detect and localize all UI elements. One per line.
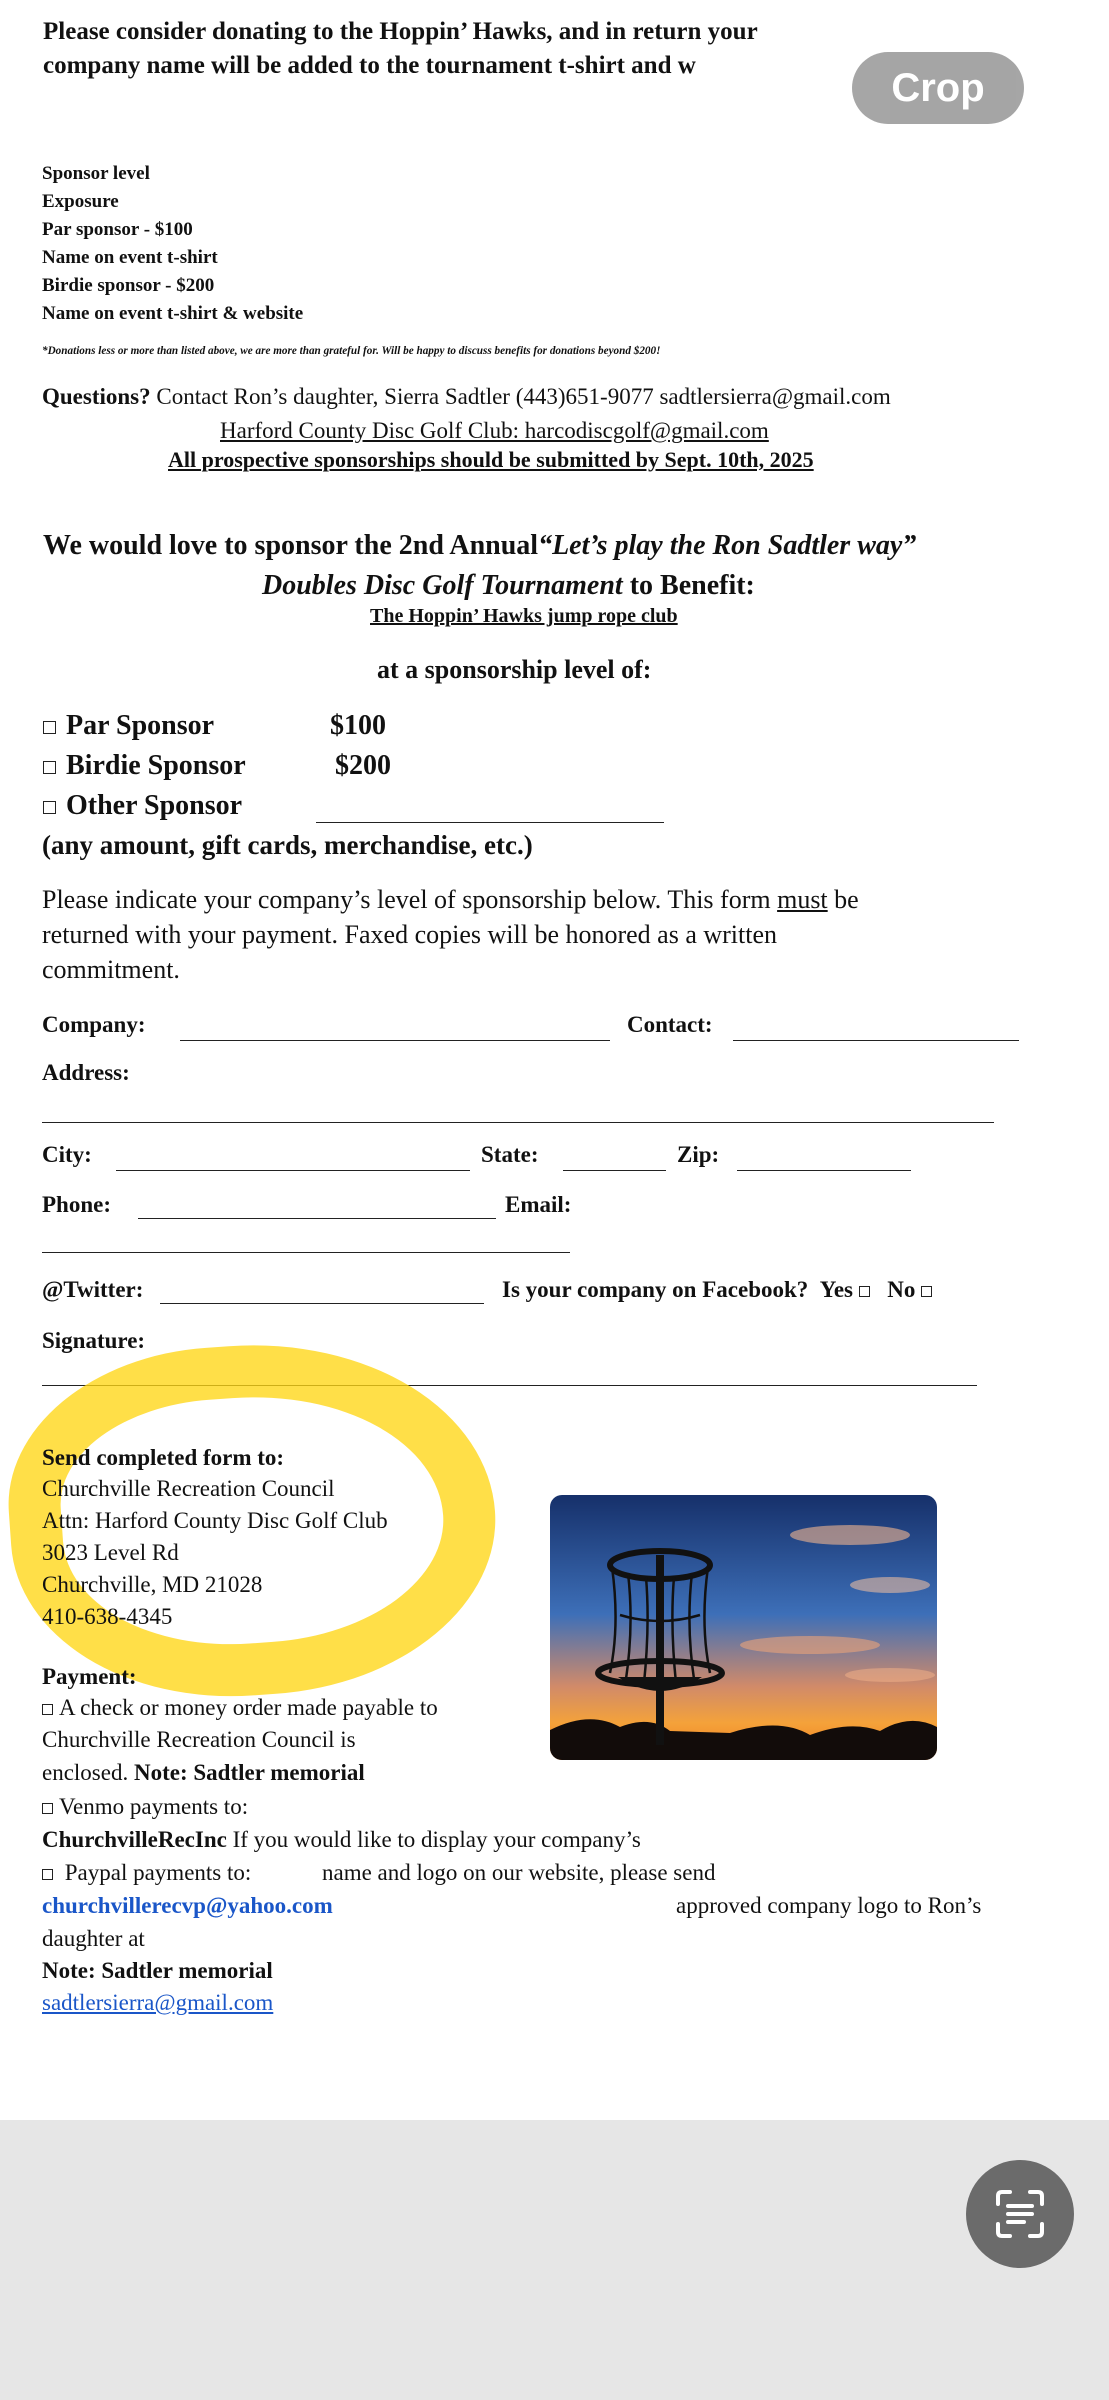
contact-field[interactable]: [733, 1040, 1019, 1041]
send-to-line-4: Churchville, MD 21028: [42, 1572, 263, 1597]
send-to-line-2: Attn: Harford County Disc Golf Club: [42, 1508, 388, 1533]
signature-label: Signature:: [42, 1328, 146, 1353]
intro-line-2: company name will be added to the tournament t-shirt and w: [43, 52, 696, 79]
level-intro: at a sponsorship level of:: [377, 655, 652, 684]
exposure-header: Exposure: [42, 191, 119, 212]
text-scan-icon: [990, 2184, 1050, 2244]
payment-check-line-3: [42, 1760, 365, 1786]
send-to-line-5: 410-638-4345: [42, 1604, 173, 1629]
venmo-line: [42, 1794, 248, 1820]
par-checkbox[interactable]: [43, 721, 56, 734]
yes-checkbox[interactable]: [859, 1286, 870, 1297]
venmo-checkbox[interactable]: [42, 1803, 53, 1814]
instructions-line-3: commitment.: [42, 955, 180, 984]
birdie-checkbox[interactable]: [43, 761, 56, 774]
intro-line-1: Please consider donating to the Hoppin’ Hawks, and in return your: [43, 18, 758, 45]
no-checkbox[interactable]: [921, 1286, 932, 1297]
zip-field[interactable]: [737, 1170, 911, 1171]
sponsor-level-header: Sponsor level: [42, 163, 150, 184]
par-exposure: Name on event t-shirt: [42, 247, 218, 268]
option-par-amount: $100: [330, 710, 386, 741]
disc-golf-photo: [550, 1495, 937, 1760]
city-label: City:: [42, 1142, 92, 1167]
logo-text-2: name and logo on our website, please send: [322, 1860, 716, 1885]
send-to-title: Send completed form to:: [42, 1445, 285, 1470]
paypal-checkbox[interactable]: [42, 1869, 53, 1880]
logo-text-1: If you would like to display your company’s: [226, 1827, 641, 1852]
venmo-handle: ChurchvilleRecInc: [42, 1827, 227, 1852]
option-other[interactable]: [43, 790, 242, 822]
state-field[interactable]: [563, 1170, 666, 1171]
option-label: Other Sponsor: [66, 790, 243, 821]
check-memo-note: Note: Sadtler memorial: [133, 1760, 365, 1785]
sadtler-email-link[interactable]: sadtlersierra@gmail.com: [42, 1990, 274, 2015]
email-field[interactable]: [42, 1252, 570, 1253]
logo-text-3: approved company logo to Ron’s: [676, 1893, 982, 1918]
instructions-text-end: be: [827, 885, 859, 914]
venmo-handle-line: [42, 1827, 641, 1853]
instructions-line-2: returned with your payment. Faxed copies will be honored as a written: [42, 920, 778, 949]
twitter-field[interactable]: [160, 1303, 484, 1304]
par-sponsor-row: Par sponsor - $100: [42, 219, 193, 240]
send-to-line-1: Churchville Recreation Council: [42, 1476, 335, 1501]
venmo-text: Venmo payments to:: [59, 1794, 249, 1819]
deadline-line: All prospective sponsorships should be submitted by Sept. 10th, 2025: [168, 447, 814, 472]
must-text: must: [777, 885, 828, 914]
city-field[interactable]: [116, 1170, 470, 1171]
address-label: Address:: [42, 1060, 130, 1085]
tournament-name: “Let’s play the Ron Sadtler way”: [538, 530, 917, 561]
enclosed-text: enclosed.: [42, 1760, 134, 1785]
instructions-line-1: [42, 885, 859, 915]
facebook-question-text: Is your company on Facebook?: [502, 1277, 809, 1302]
twitter-label: @Twitter:: [42, 1277, 144, 1302]
zip-label: Zip:: [677, 1142, 720, 1167]
yes-label: Yes: [819, 1277, 854, 1302]
option-birdie-amount: $200: [335, 750, 391, 781]
text-scan-button[interactable]: [966, 2160, 1074, 2268]
option-label: Birdie Sponsor: [66, 750, 246, 781]
paypal-line: [42, 1860, 251, 1886]
contact-label: Contact:: [627, 1012, 713, 1037]
questions-label: Questions?: [42, 384, 151, 409]
other-amount-line[interactable]: [316, 822, 664, 823]
memorial-note: Note: Sadtler memorial: [42, 1958, 273, 1983]
payment-check-line-1: [42, 1695, 438, 1721]
phone-label: Phone:: [42, 1192, 111, 1217]
other-note: (any amount, gift cards, merchandise, etc.): [42, 830, 533, 860]
company-field[interactable]: [180, 1040, 610, 1041]
pledge-text: We would love to sponsor the 2nd Annual: [43, 530, 539, 561]
option-birdie[interactable]: [43, 750, 246, 782]
beneficiary: The Hoppin’ Hawks jump rope club: [370, 605, 678, 627]
tournament-type: Doubles Disc Golf Tournament: [262, 570, 623, 601]
donation-note: *Donations less or more than listed above, we are more than grateful for. Will be happy to discuss benefits for donations beyond $200!: [42, 345, 661, 357]
pledge-line-2: [262, 570, 755, 602]
option-par[interactable]: [43, 710, 214, 742]
instructions-text: Please indicate your company’s level of sponsorship below. This form: [42, 885, 778, 914]
payment-title: Payment:: [42, 1664, 137, 1689]
check-checkbox[interactable]: [42, 1704, 53, 1715]
check-text: A check or money order made payable to: [59, 1695, 438, 1720]
email-label: Email:: [505, 1192, 572, 1217]
paypal-text: Paypal payments to:: [59, 1860, 252, 1885]
logo-text-4: daughter at: [42, 1926, 145, 1951]
address-field[interactable]: [42, 1122, 994, 1123]
birdie-exposure: Name on event t-shirt & website: [42, 303, 304, 324]
facebook-question: [502, 1277, 938, 1303]
disc-golf-basket-icon: [550, 1495, 937, 1760]
send-to-line-3: 3023 Level Rd: [42, 1540, 179, 1565]
phone-field[interactable]: [138, 1218, 496, 1219]
birdie-sponsor-row: Birdie sponsor - $200: [42, 275, 215, 296]
other-checkbox[interactable]: [43, 801, 56, 814]
state-label: State:: [481, 1142, 539, 1167]
paypal-email-link[interactable]: churchvillerecvp@yahoo.com: [42, 1893, 333, 1918]
pledge-line-1: [43, 530, 916, 562]
questions-line: [42, 384, 891, 410]
club-line: Harford County Disc Golf Club: harcodiscgolf@gmail.com: [220, 418, 769, 443]
questions-text: Contact Ron’s daughter, Sierra Sadtler (443)651-9077 sadtlersierra@gmail.com: [150, 384, 891, 409]
benefit-text: to Benefit:: [622, 570, 755, 601]
crop-button[interactable]: Crop: [852, 52, 1024, 124]
company-label: Company:: [42, 1012, 146, 1037]
payment-check-line-2: Churchville Recreation Council is: [42, 1727, 356, 1752]
no-label: No: [887, 1277, 916, 1302]
option-label: Par Sponsor: [66, 710, 215, 741]
bottom-panel: [0, 2120, 1109, 2400]
